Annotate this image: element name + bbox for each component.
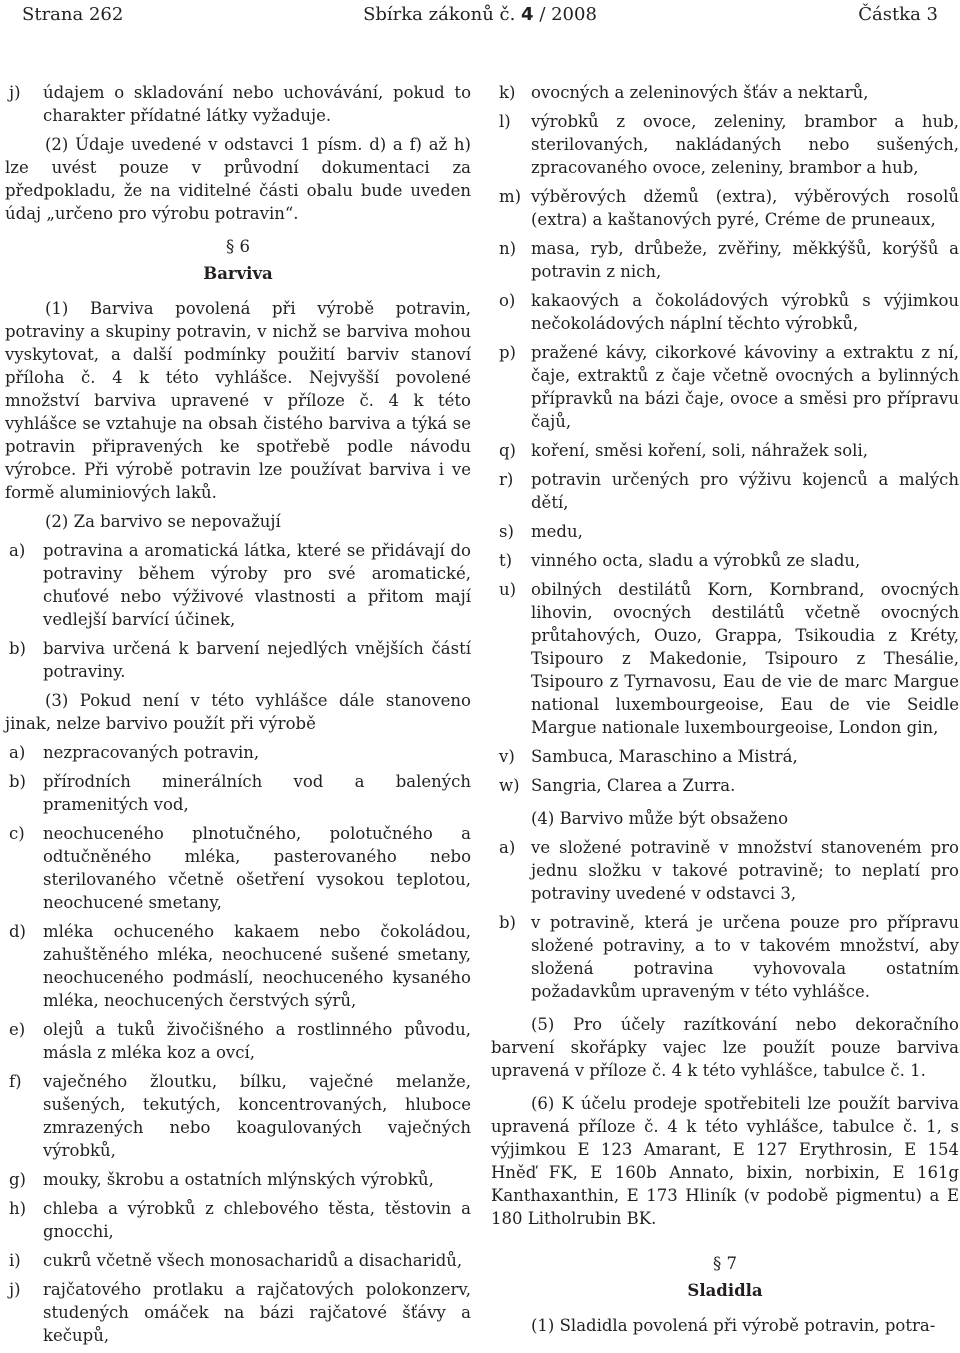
item-label: i) — [9, 1251, 21, 1270]
item-label: e) — [9, 1020, 26, 1039]
paragraph: (1) Sladidla povolená při výrobě potravin, potra- — [531, 1316, 936, 1335]
item-label: n) — [499, 239, 517, 258]
item-text: rajčatového protlaku a rajčatových polokonzerv, studených omáček na bázi rajčatové šťávy a kečupů, — [43, 1280, 471, 1345]
item-text: výrobků z ovoce, zeleniny, brambor a hub, sterilovaných, nakládaných nebo sušených, zpracovaného ovoce, zeleniny, brambor a hub, — [531, 112, 959, 177]
part-number: Částka 3 — [858, 4, 938, 25]
collection-title — [0, 3, 960, 27]
item-text: masa, ryb, drůbeže, zvěřiny, měkkýšů, korýšů a potravin z nich, — [531, 239, 959, 281]
list-item — [5, 822, 471, 914]
item-label: r) — [499, 470, 514, 489]
page-header — [0, 3, 960, 27]
list-item — [491, 289, 959, 335]
paragraph: (3) Pokud není v této vyhlášce dále stanoveno jinak, nelze barvivo použít při výrobě — [5, 691, 471, 733]
item-text: potravina a aromatická látka, které se přidávají do potraviny během výroby pro své aromatické, chuťové nebo výživové vlastnosti a přitom mají vedlejší barvící účinek, — [43, 541, 471, 629]
item-text: barviva určená k barvení nejedlých vnějších částí potraviny. — [43, 639, 471, 681]
list — [491, 81, 959, 797]
item-label: l) — [499, 112, 511, 131]
list-item — [491, 745, 959, 768]
paragraph: (6) K účelu prodeje spotřebiteli lze použít barviva upravená příloze č. 4 k této vyhlášce, tabulce č. 1, s výjimkou E 123 Amarant, E 127 Erythrosin, E 154 Hněď FK, E 160b Annato, bixin, norbixin, E 161g Kanthaxanthin, E 173 Hliník (v podobě pigmentu) a E 180 Litholrubin BK. — [491, 1094, 959, 1228]
item-label: s) — [499, 522, 514, 541]
item-text: mouky, škrobu a ostatních mlýnských výrobků, — [43, 1170, 434, 1189]
right-column — [491, 81, 959, 1343]
list-item — [491, 578, 959, 739]
item-text: kakaových a čokoládových výrobků s výjimkou nečokoládových náplní těchto výrobků, — [531, 291, 959, 333]
item-text: údajem o skladování nebo uchovávání, pokud to charakter přídatné látky vyžaduje. — [43, 83, 471, 125]
item-label: b) — [9, 639, 26, 658]
item-label: u) — [499, 580, 517, 599]
item-label: j) — [9, 83, 21, 102]
collection-number: 4 — [521, 4, 534, 25]
list-item — [5, 637, 471, 683]
list-item — [5, 1018, 471, 1064]
paragraph: (5) Pro účely razítkování nebo dekoračního barvení skořápky vajec lze použít pouze barviva upravená v příloze č. 4 k této vyhlášce, tabulce č. 1. — [491, 1015, 959, 1080]
item-text: koření, směsi koření, soli, náhražek soli, — [531, 441, 868, 460]
item-text: obilných destilátů Korn, Kornbrand, ovocných lihovin, ovocných destilátů včetně ovocných průtahových, Ouzo, Grappa, Tsikoudia z Kréty, Tsipouro z Makedonie, Tsipouro z Thesálie, Tsipouro z Tyrnavosu, Eau de vie de marc Margue national luxembourgeoise, Eau de vie Seidle Margue nationale luxembourgeoise, London gin, — [531, 580, 959, 737]
item-text: Sangria, Clarea a Zurra. — [531, 776, 736, 795]
page-number: Strana 262 — [22, 4, 124, 25]
list-item — [5, 920, 471, 1012]
item-text: přírodních minerálních vod a balených pramenitých vod, — [43, 772, 471, 814]
list-item — [491, 439, 959, 462]
paragraph: (2) Za barvivo se nepovažují — [45, 512, 281, 531]
list-item — [491, 468, 959, 514]
list-item — [491, 836, 959, 905]
list — [5, 741, 471, 1347]
item-label: b) — [499, 913, 516, 932]
item-text: ve složené potravině v množství stanoveném pro jednu složku v takové potravině; to neplatí pro potraviny uvedené v odstavci 3, — [531, 838, 959, 903]
item-label: t) — [499, 551, 513, 570]
list — [491, 836, 959, 1003]
list-item — [5, 741, 471, 764]
left-column — [5, 81, 471, 1353]
list-item — [491, 520, 959, 543]
list-item — [491, 81, 959, 104]
list-item — [491, 911, 959, 1003]
item-text: mléka ochuceného kakaem nebo čokoládou, zahuštěného mléka, neochucené sušené smetany, neochuceného podmáslí, neochuceného kysaného mléka, neochucených čerstvých sýrů, — [43, 922, 471, 1010]
list — [5, 539, 471, 683]
list-item — [5, 539, 471, 631]
item-label: d) — [9, 922, 26, 941]
paragraph: (4) Barvivo může být obsaženo — [531, 809, 789, 828]
item-label: a) — [499, 838, 516, 857]
item-text: vaječného žloutku, bílku, vaječné melanže, sušených, tekutých, koncentrovaných, hluboce zmrazených nebo koagulovaných vaječných výrobků, — [43, 1072, 471, 1160]
item-text: vinného octa, sladu a výrobků ze sladu, — [531, 551, 861, 570]
list-item — [491, 341, 959, 433]
list-item — [491, 185, 959, 231]
item-text: pražené kávy, cikorkové kávoviny a extraktu z ní, čaje, extraktů z čaje včetně ovocných a bylinných přípravků na bázi čaje, ovoce a směsi pro přípravu čajů, — [531, 343, 959, 431]
item-text: ovocných a zeleninových šťáv a nektarů, — [531, 83, 869, 102]
section-number: § 7 — [713, 1254, 737, 1273]
list-item — [5, 770, 471, 816]
section-number: § 6 — [226, 237, 250, 256]
item-label: k) — [499, 83, 516, 102]
item-label: c) — [9, 824, 25, 843]
item-label: h) — [9, 1199, 27, 1218]
item-label: f) — [9, 1072, 22, 1091]
item-text: potravin určených pro výživu kojenců a malých dětí, — [531, 470, 959, 512]
list-item — [5, 1249, 471, 1272]
item-text: výběrových džemů (extra), výběrových rosolů (extra) a kaštanových pyré, Créme de pruneaux, — [531, 187, 959, 229]
list-item — [491, 110, 959, 179]
item-text: olejů a tuků živočišného a rostlinného původu, másla z mléka koz a ovcí, — [43, 1020, 471, 1062]
item-label: m) — [499, 187, 522, 206]
item-label: j) — [9, 1280, 21, 1299]
item-text: v potravině, která je určena pouze pro přípravu složené potraviny, a to v takovém množství, aby složená potravina vyhovovala ostatním požadavkům upraveným v této vyhlášce. — [531, 913, 959, 1001]
list-item — [5, 1168, 471, 1191]
item-label: q) — [499, 441, 516, 460]
item-text: medu, — [531, 522, 583, 541]
paragraph: (1) Barviva povolená při výrobě potravin, potraviny a skupiny potravin, v nichž se barviva mohou vyskytovat, a další podmínky použití barviv stanoví příloha č. 4 k této vyhlášce. Nejvyšší povolené množství barviva upravené v příloze č. 4 k této vyhlášce se vztahuje na obsah čistého barviva a týká se potravin připravených ke spotřebě podle návodu výrobce. Při výrobě potravin lze používat barviva i ve formě aluminiových laků. — [5, 299, 471, 502]
item-text: chleba a výrobků z chlebového těsta, těstovin a gnocchi, — [43, 1199, 471, 1241]
item-text: cukrů včetně všech monosacharidů a disacharidů, — [43, 1251, 463, 1270]
paragraph: (2) Údaje uvedené v odstavci 1 písm. d) a f) až h) lze uvést pouze v průvodní dokumentaci za předpokladu, že na viditelné části obalu bude uveden údaj „určeno pro výrobu potravin“. — [5, 135, 471, 223]
item-label: o) — [499, 291, 516, 310]
item-text: Sambuca, Maraschino a Mistrá, — [531, 747, 798, 766]
item-label: b) — [9, 772, 26, 791]
list-item — [5, 81, 471, 127]
item-text: neochuceného plnotučného, polotučného a odtučněného mléka, pasterovaného nebo sterilovaného včetně ošetření vysokou teplotou, neochucené smetany, — [43, 824, 471, 912]
list-item — [491, 549, 959, 572]
item-text: nezpracovaných potravin, — [43, 743, 260, 762]
item-label: g) — [9, 1170, 26, 1189]
collection-prefix: Sbírka zákonů č. — [363, 4, 516, 25]
item-label: a) — [9, 743, 26, 762]
item-label: p) — [499, 343, 516, 362]
list-item — [491, 237, 959, 283]
list-item — [5, 1278, 471, 1347]
item-label: a) — [9, 541, 26, 560]
list-item — [491, 774, 959, 797]
section-title: Sladidla — [687, 1281, 763, 1300]
item-label: v) — [499, 747, 515, 766]
collection-year: / 2008 — [539, 4, 597, 25]
list-item — [5, 1197, 471, 1243]
list-item — [5, 1070, 471, 1162]
item-label: w) — [499, 776, 520, 795]
section-title: Barviva — [203, 264, 273, 283]
